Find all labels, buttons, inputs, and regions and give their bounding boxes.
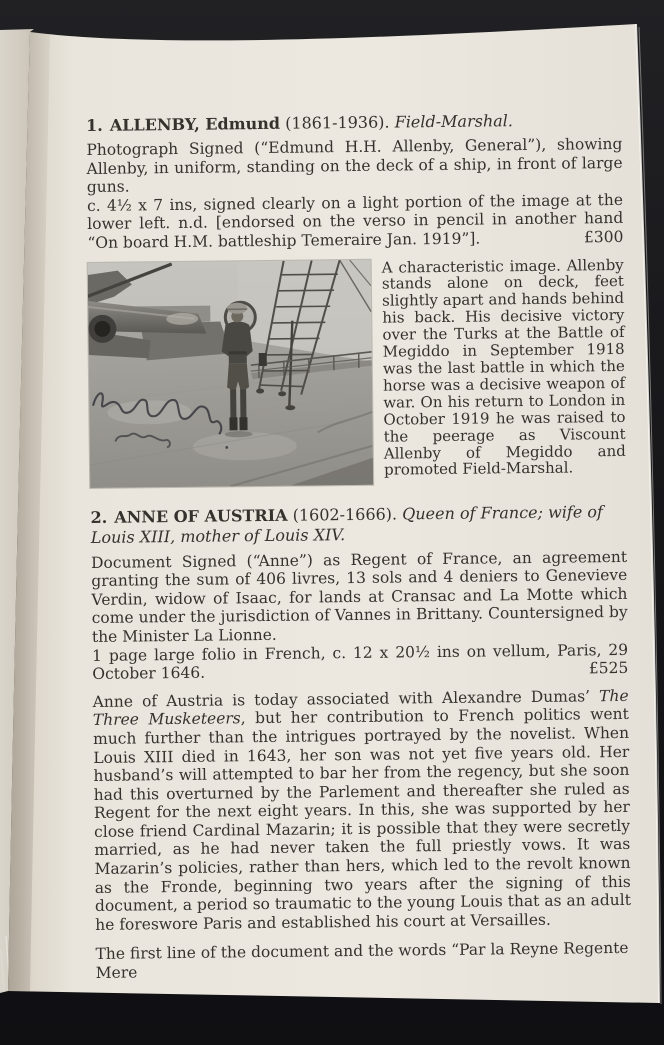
entry-2-price: £525 <box>588 659 629 678</box>
catalogue-entry-1 <box>86 110 626 488</box>
entry-2-name: ANNE OF AUSTRIA <box>114 505 288 527</box>
entry-2-description: Document Signed (“Anne”) as Regent of France, an agreement granting the sum of 406 livres, 13 sols and 4 deniers to Genevieve Verdin, widow of Isaac, for lands at Cransac and La Motte which come under the jurisdiction of Vannes in Brittany. Countersigned by the Minister La Lionne. <box>90 547 628 646</box>
entry-2-heading <box>90 501 626 547</box>
entry-2-role: Queen of France; wife of Louis XIII, mother of Louis XIV. <box>90 501 603 547</box>
entry-1-name: ALLENBY, Edmund <box>109 113 281 135</box>
entry-2-continuation: The first line of the document and the words “Par la Reyne Regente Mere <box>95 939 629 982</box>
allenby-signed-photograph <box>88 259 374 487</box>
entry-1-media-row <box>88 256 627 487</box>
entry-1-description: Photograph Signed (“Edmund H.H. Allenby, General”), showing Allenby, in uniform, standing on the deck of a ship, in front of large guns. <box>86 134 623 197</box>
catalogue-page <box>86 110 632 983</box>
entry-2-number: 2. <box>90 507 108 527</box>
entry-1-dates: (1861-1936). <box>285 112 390 133</box>
catalogue-entry-2 <box>90 501 631 982</box>
entry-1-number: 1. <box>86 115 103 135</box>
entry-1-annotation: A characteristic image. Allenby stands alone on deck, feet slightly apart and hands behind his back. His decisive victory over the Turks at the Battle of Megiddo in September 1918 was the last battle in which the horse was a decisive weapon of war. On his return to London in October 1919 he was raised to the peerage as Viscount Allenby of Megiddo and promoted Field-Marshal. <box>381 255 626 480</box>
entry-1-details: c. 4½ x 7 ins, signed clearly on a light portion of the image at the lower left. n.d. [endorsed on the verso in pencil in another hand “On board H.M. battleship Temeraire Jan. 1919”]. £300 <box>86 190 624 252</box>
entry-1-price: £300 <box>583 227 624 247</box>
entry-2-dates: (1602-1666). <box>292 504 398 525</box>
book-title-italic: The Three Musketeers <box>92 686 629 730</box>
bollard <box>259 353 267 366</box>
entry-2-commentary: Anne of Austria is today associated with Alexandre Dumas’ The Three Musketeers, but her contribution to French politics went much further than the intrigues portrayed by the novelist. When Louis XIII died in 1643, her son was not yet five years old. Her husband’s will attempted to bar her from the regency, but she soon had this overturned by the Parlement and thereafter she ruled as Regent for the next eight years. In this, she was supported by her close friend Cardinal Mazarin; it is possible that they were secretly married, as he had never taken the full priestly vows. It was Mazarin’s policies, rather than hers, which led to the revolt known as the Fronde, beginning two years after the signing of this document, a period so traumatic to the young Louis that as an adult he foreswore Paris and established his court at Versailles. <box>92 686 632 934</box>
entry-1-role: Field-Marshal. <box>394 111 514 132</box>
entry-2-details: 1 page large folio in French, c. 12 x 20½ ins on vellum, Paris, 29 October 1646. £525 <box>92 640 629 684</box>
